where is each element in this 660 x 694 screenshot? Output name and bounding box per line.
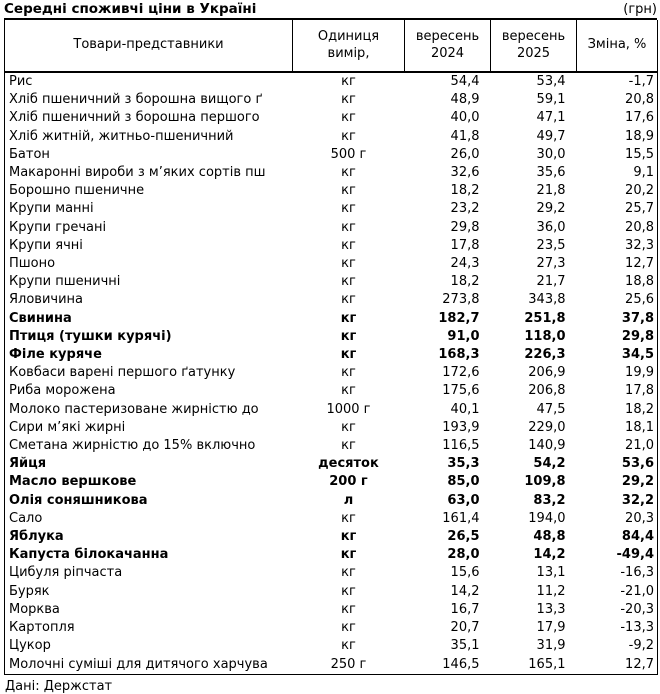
price-2024-cell: 35,1: [450, 638, 480, 654]
price-2024-cell: 17,8: [450, 237, 480, 253]
product-name-cell: Філе куряче: [9, 347, 102, 363]
table-row: [5, 346, 658, 364]
price-2025-cell: 27,3: [536, 256, 566, 272]
change-pct-cell: -13,3: [620, 620, 654, 636]
change-pct-cell: 20,2: [625, 183, 654, 199]
col-header-sep2025: вересень 2025: [491, 20, 577, 72]
table-row: [5, 382, 658, 400]
price-2025-cell: 118,0: [524, 328, 566, 344]
price-2024-cell: 85,0: [447, 474, 480, 490]
price-2025-cell: 165,1: [528, 656, 566, 672]
product-name-cell: Яйця: [9, 456, 47, 472]
price-2025-cell: 206,9: [528, 365, 566, 381]
product-name-cell: Сало: [9, 510, 43, 526]
price-2025-cell: 194,0: [528, 510, 566, 526]
unit-cell: кг: [341, 419, 356, 435]
price-2025-cell: 229,0: [528, 419, 566, 435]
price-2024-cell: 41,8: [450, 128, 480, 144]
col-header-unit: Одиниця вимір,: [293, 20, 405, 72]
product-name-cell: Масло вершкове: [9, 474, 137, 490]
change-pct-cell: 32,3: [625, 237, 654, 253]
unit-cell: десяток: [318, 456, 379, 472]
price-2025-cell: 206,8: [528, 383, 566, 399]
price-2025-cell: 13,3: [536, 601, 566, 617]
price-2024-cell: 23,2: [450, 201, 480, 217]
header-row: [5, 20, 658, 72]
unit-cell: кг: [341, 201, 356, 217]
product-name-cell: Молоко пастеризоване жирністю до: [9, 401, 259, 417]
price-2024-cell: 40,0: [450, 110, 480, 126]
product-name-cell: Морква: [9, 601, 60, 617]
price-2025-cell: 343,8: [528, 292, 566, 308]
unit-cell: 200 г: [329, 474, 368, 490]
price-2025-cell: 14,2: [533, 547, 566, 563]
product-name-cell: Ковбаси варені першого ґатунку: [9, 365, 236, 381]
change-pct-cell: 34,5: [621, 347, 654, 363]
unit-cell: кг: [341, 165, 356, 181]
change-pct-cell: -49,4: [616, 547, 654, 563]
change-pct-cell: 29,2: [621, 474, 654, 490]
price-2024-cell: 146,5: [442, 656, 480, 672]
price-2025-cell: 21,8: [536, 183, 566, 199]
unit-cell: кг: [340, 547, 357, 563]
price-2024-cell: 28,0: [447, 547, 480, 563]
table-row: [5, 583, 658, 601]
change-pct-cell: -20,3: [620, 601, 654, 617]
price-2025-cell: 13,1: [536, 565, 566, 581]
table-row: [5, 619, 658, 637]
table-row: [5, 510, 658, 528]
product-name-cell: Свинина: [9, 310, 72, 326]
price-2024-cell: 161,4: [442, 510, 480, 526]
unit-cell: л: [343, 492, 354, 508]
product-name-cell: Риба морожена: [9, 383, 116, 399]
unit-cell: кг: [341, 274, 356, 290]
change-pct-cell: -9,2: [628, 638, 654, 654]
change-pct-cell: 84,4: [621, 529, 654, 545]
product-name-cell: Яловичина: [9, 292, 84, 308]
table-row: [5, 455, 658, 473]
price-2024-cell: 193,9: [442, 419, 480, 435]
change-pct-cell: 17,6: [625, 110, 654, 126]
change-pct-cell: 19,9: [625, 365, 654, 381]
product-name-cell: Яблука: [9, 529, 64, 545]
product-name-cell: Хліб пшеничний з борошна вищого ґ: [9, 92, 263, 108]
change-pct-cell: 20,8: [625, 92, 654, 108]
unit-cell: 250 г: [330, 656, 367, 672]
table-row: [5, 255, 658, 273]
price-2024-cell: 54,4: [450, 74, 480, 89]
price-2024-cell: 18,2: [450, 274, 480, 290]
price-2025-cell: 226,3: [524, 347, 566, 363]
price-2024-cell: 175,6: [442, 383, 480, 399]
col-header-product: Товари-представники: [5, 20, 293, 72]
unit-cell: кг: [341, 237, 356, 253]
price-2025-cell: 47,5: [536, 401, 566, 417]
product-name-cell: Макаронні вироби з м’яких сортів пш: [9, 165, 266, 181]
change-pct-cell: 21,0: [625, 438, 654, 454]
product-name-cell: Хліб пшеничний з борошна першого: [9, 110, 260, 126]
consumer-prices-table: [4, 20, 658, 675]
change-pct-cell: 37,8: [621, 310, 654, 326]
price-2025-cell: 48,8: [533, 529, 566, 545]
price-2025-cell: 140,9: [528, 438, 566, 454]
change-pct-cell: 15,5: [625, 146, 654, 162]
change-pct-cell: 18,2: [625, 401, 654, 417]
change-pct-cell: 20,3: [625, 510, 654, 526]
price-2024-cell: 18,2: [450, 183, 480, 199]
product-name-cell: Картопля: [9, 620, 75, 636]
unit-cell: кг: [341, 620, 356, 636]
unit-cell: кг: [341, 128, 356, 144]
table-row: [5, 72, 658, 91]
table-row: [5, 528, 658, 546]
table-row: [5, 91, 658, 109]
unit-cell: кг: [341, 292, 356, 308]
table-row: [5, 273, 658, 291]
product-name-cell: Капуста білокачанна: [9, 547, 169, 563]
table-row: [5, 328, 658, 346]
product-name-cell: Олія соняшникова: [9, 492, 148, 508]
change-pct-cell: 29,8: [621, 328, 654, 344]
price-2024-cell: 16,7: [450, 601, 480, 617]
change-pct-cell: 17,8: [625, 383, 654, 399]
table-row: [5, 546, 658, 564]
price-2024-cell: 26,0: [450, 146, 480, 162]
table-row: [5, 364, 658, 382]
change-pct-cell: 25,6: [625, 292, 654, 308]
product-name-cell: Крупи манні: [9, 201, 94, 217]
price-2024-cell: 40,1: [450, 401, 480, 417]
currency-note: (грн): [623, 2, 657, 17]
unit-cell: кг: [341, 510, 356, 526]
product-name-cell: Сири м’які жирні: [9, 419, 126, 435]
unit-cell: кг: [341, 638, 356, 654]
price-2024-cell: 273,8: [442, 292, 480, 308]
change-pct-cell: -16,3: [620, 565, 654, 581]
price-2025-cell: 31,9: [536, 638, 566, 654]
table-row: [5, 473, 658, 491]
product-name-cell: Пшоно: [9, 256, 56, 272]
table-row: [5, 401, 658, 419]
table-row: [5, 164, 658, 182]
col-header-sep2024: вересень 2024: [405, 20, 491, 72]
table-row: [5, 564, 658, 582]
table-row: [5, 637, 658, 655]
product-name-cell: Борошно пшеничне: [9, 183, 145, 199]
table-row: [5, 492, 658, 510]
price-2025-cell: 47,1: [536, 110, 566, 126]
unit-cell: кг: [341, 583, 356, 599]
price-2025-cell: 35,6: [536, 165, 566, 181]
price-2025-cell: 36,0: [536, 219, 566, 235]
unit-cell: кг: [341, 565, 356, 581]
change-pct-cell: 18,1: [625, 419, 654, 435]
price-2024-cell: 20,7: [450, 620, 480, 636]
product-name-cell: Хліб житній, житньо-пшеничний: [9, 128, 234, 144]
product-name-cell: Крупи гречані: [9, 219, 107, 235]
change-pct-cell: 12,7: [625, 656, 654, 672]
price-2024-cell: 116,5: [442, 438, 480, 454]
table-row: [5, 237, 658, 255]
price-2025-cell: 30,0: [536, 146, 566, 162]
table-row: [5, 291, 658, 309]
price-2025-cell: 59,1: [536, 92, 566, 108]
price-2025-cell: 53,4: [536, 74, 566, 89]
price-2025-cell: 109,8: [524, 474, 566, 490]
product-name-cell: Батон: [9, 146, 50, 162]
price-2025-cell: 11,2: [536, 583, 566, 599]
price-2024-cell: 182,7: [438, 310, 480, 326]
price-2025-cell: 83,2: [533, 492, 566, 508]
product-name-cell: Цукор: [9, 638, 51, 654]
table-row: [5, 200, 658, 218]
product-name-cell: Буряк: [9, 583, 50, 599]
unit-cell: кг: [341, 365, 356, 381]
data-source-note: Дані: Держстат: [5, 678, 113, 694]
table-row: [5, 109, 658, 127]
price-2024-cell: 91,0: [447, 328, 480, 344]
change-pct-cell: -21,0: [620, 583, 654, 599]
price-2025-cell: 251,8: [524, 310, 566, 326]
table-header: [5, 20, 658, 72]
product-name-cell: Цибуля ріпчаста: [9, 565, 123, 581]
price-2025-cell: 21,7: [536, 274, 566, 290]
price-2024-cell: 168,3: [438, 347, 480, 363]
table-row: [5, 219, 658, 237]
change-pct-cell: 18,8: [625, 274, 654, 290]
price-2024-cell: 29,8: [450, 219, 480, 235]
unit-cell: кг: [341, 256, 356, 272]
title-row: [4, 1, 657, 20]
price-2024-cell: 24,3: [450, 256, 480, 272]
price-2024-cell: 63,0: [447, 492, 480, 508]
change-pct-cell: 32,2: [621, 492, 654, 508]
price-2025-cell: 17,9: [536, 620, 566, 636]
table-body: [5, 72, 658, 674]
price-2024-cell: 172,6: [442, 365, 480, 381]
table-row: [5, 146, 658, 164]
unit-cell: кг: [341, 438, 356, 454]
price-2024-cell: 35,3: [447, 456, 480, 472]
unit-cell: кг: [341, 383, 356, 399]
price-2025-cell: 23,5: [536, 237, 566, 253]
change-pct-cell: 18,9: [625, 128, 654, 144]
unit-cell: кг: [341, 110, 356, 126]
product-name-cell: Рис: [9, 74, 33, 89]
price-2025-cell: 29,2: [536, 201, 566, 217]
price-2024-cell: 32,6: [450, 165, 480, 181]
price-2024-cell: 14,2: [450, 583, 480, 599]
unit-cell: кг: [341, 74, 356, 89]
change-pct-cell: 12,7: [625, 256, 654, 272]
change-pct-cell: 53,6: [621, 456, 654, 472]
unit-cell: кг: [340, 529, 357, 545]
price-2024-cell: 26,5: [447, 529, 480, 545]
product-name-cell: Сметана жирністю до 15% включно: [9, 438, 256, 454]
price-2024-cell: 48,9: [450, 92, 480, 108]
price-2024-cell: 15,6: [450, 565, 480, 581]
unit-cell: кг: [341, 92, 356, 108]
table-row: [5, 437, 658, 455]
col-header-change: Зміна, %: [577, 20, 658, 72]
unit-cell: кг: [340, 328, 357, 344]
unit-cell: кг: [340, 347, 357, 363]
price-2025-cell: 54,2: [533, 456, 566, 472]
change-pct-cell: -1,7: [628, 74, 654, 89]
product-name-cell: Молочні суміші для дитячого харчува: [9, 656, 268, 672]
unit-cell: кг: [340, 310, 357, 326]
unit-cell: кг: [341, 219, 356, 235]
page-title: Середні споживчі ціни в Україні: [4, 1, 257, 17]
table-row: [5, 601, 658, 619]
product-name-cell: Крупи пшеничні: [9, 274, 121, 290]
unit-cell: кг: [341, 601, 356, 617]
unit-cell: кг: [341, 183, 356, 199]
table-row: [5, 182, 658, 200]
unit-cell: 1000 г: [326, 401, 371, 417]
table-row: [5, 310, 658, 328]
price-2025-cell: 49,7: [536, 128, 566, 144]
table-row: [5, 419, 658, 437]
unit-cell: 500 г: [330, 146, 367, 162]
change-pct-cell: 25,7: [625, 201, 654, 217]
change-pct-cell: 20,8: [625, 219, 654, 235]
table-row: [5, 128, 658, 146]
product-name-cell: Крупи ячні: [9, 237, 83, 253]
table-row: [5, 656, 658, 675]
product-name-cell: Птиця (тушки курячі): [9, 328, 172, 344]
change-pct-cell: 9,1: [633, 165, 654, 181]
